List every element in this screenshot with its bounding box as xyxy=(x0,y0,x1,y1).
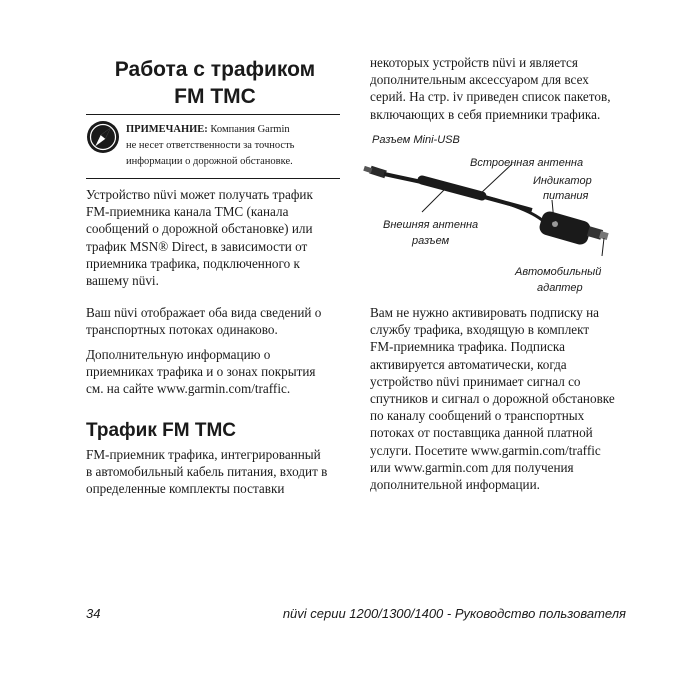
manual-title: nüvi серии 1200/1300/1400 - Руководство пользователя xyxy=(282,606,626,621)
text-line: спутников и сигнал о дорожной обстановке xyxy=(370,391,615,407)
note-bottom-rule xyxy=(86,178,340,179)
label-builtin-antenna: Встроенная антенна xyxy=(470,157,584,169)
text-line: Дополнительную информацию о xyxy=(86,347,271,362)
note-line-1: Компания Garmin xyxy=(207,124,290,135)
text-line: FM-приемника трафика. Подписка xyxy=(370,339,565,355)
note-text xyxy=(126,122,338,170)
text-line: трафик MSN® Direct, в зависимости от xyxy=(86,238,308,254)
text-line: сообщений о дорожной обстановке) или xyxy=(86,221,313,237)
leader-car-adapter xyxy=(602,238,604,256)
text-line: Ваш nüvi отображает оба вида сведений о xyxy=(86,305,322,320)
note-label: ПРИМЕЧАНИЕ: xyxy=(126,124,208,135)
text-line: включающих в себя приемники трафика. xyxy=(370,106,601,122)
receiver-body xyxy=(422,180,482,196)
label-external-antenna-2: разъем xyxy=(412,235,450,247)
text-line: определенные комплекты поставки xyxy=(86,481,285,497)
label-power-indicator-1: Индикатор xyxy=(533,175,592,187)
page-title-line-1: Работа с трафиком xyxy=(114,58,316,81)
label-car-adapter-2: адаптер xyxy=(537,282,583,294)
text-line: серий. На стр. iv приведен список пакетов, xyxy=(370,89,611,105)
mini-usb-plug xyxy=(363,166,387,179)
text-line: по каналу сообщений о транспортных xyxy=(370,408,585,424)
note-top-rule xyxy=(86,114,340,115)
text-line: вашему nüvi. xyxy=(86,273,159,289)
left-paragraph-1 xyxy=(86,186,313,289)
text-line: в автомобильный кабель питания, входит в xyxy=(86,464,328,480)
left-paragraph-2 xyxy=(86,304,321,338)
label-power-indicator-2: питания xyxy=(543,190,589,202)
text-line: Устройство nüvi может получать трафик xyxy=(86,187,313,202)
text-line: услуги. Посетите www.garmin.com/traffic xyxy=(370,442,601,458)
note-line-2: не несет ответственности за точность xyxy=(126,140,295,151)
leader-external-antenna xyxy=(422,188,446,212)
text-line: устройство nüvi принимает сигнал со xyxy=(370,373,581,389)
note-box xyxy=(86,114,340,180)
text-line: FM-приемника канала TMC (канала xyxy=(86,204,289,220)
text-line: см. на сайте www.garmin.com/traffic. xyxy=(86,381,291,397)
section-heading: Трафик FM TMC xyxy=(86,420,237,441)
right-bottom-paragraph xyxy=(370,304,615,493)
text-line: потоках от поставщика данной платной xyxy=(370,425,593,441)
label-mini-usb: Разъем Mini-USB xyxy=(372,134,460,146)
text-line: FM-приемник трафика, интегрированный xyxy=(86,447,321,462)
note-line-3: информации о дорожной обстановке. xyxy=(126,156,293,167)
section-paragraph xyxy=(86,446,327,498)
text-line: службу трафика, входящую в комплект xyxy=(370,322,590,338)
text-line: дополнительным аксессуаром для всех xyxy=(370,72,589,88)
left-paragraph-3 xyxy=(86,346,315,398)
text-line: транспортных потоках одинаково. xyxy=(86,322,278,338)
text-line: активируется автоматически, когда xyxy=(370,356,567,372)
label-car-adapter-1: Автомобильный xyxy=(515,266,602,278)
antenna-wire xyxy=(482,196,542,220)
page-number: 34 xyxy=(86,606,101,621)
text-line: или www.garmin.com для получения xyxy=(370,459,574,475)
page-title-line-2: FM TMC xyxy=(174,85,256,108)
car-adapter xyxy=(538,210,609,247)
text-line: приемника трафика, подключенного к xyxy=(86,255,300,271)
page-title xyxy=(80,56,350,110)
right-top-paragraph xyxy=(370,54,611,123)
text-line: некоторых устройств nüvi и является xyxy=(370,55,578,70)
note-compass-icon xyxy=(86,120,120,154)
text-line: дополнительной информации. xyxy=(370,477,540,493)
label-external-antenna-1: Внешняя антенна xyxy=(383,219,479,231)
text-line: Вам не нужно активировать подписку на xyxy=(370,305,600,320)
text-line: приемниках трафика и о зонах покрытия xyxy=(86,364,316,380)
